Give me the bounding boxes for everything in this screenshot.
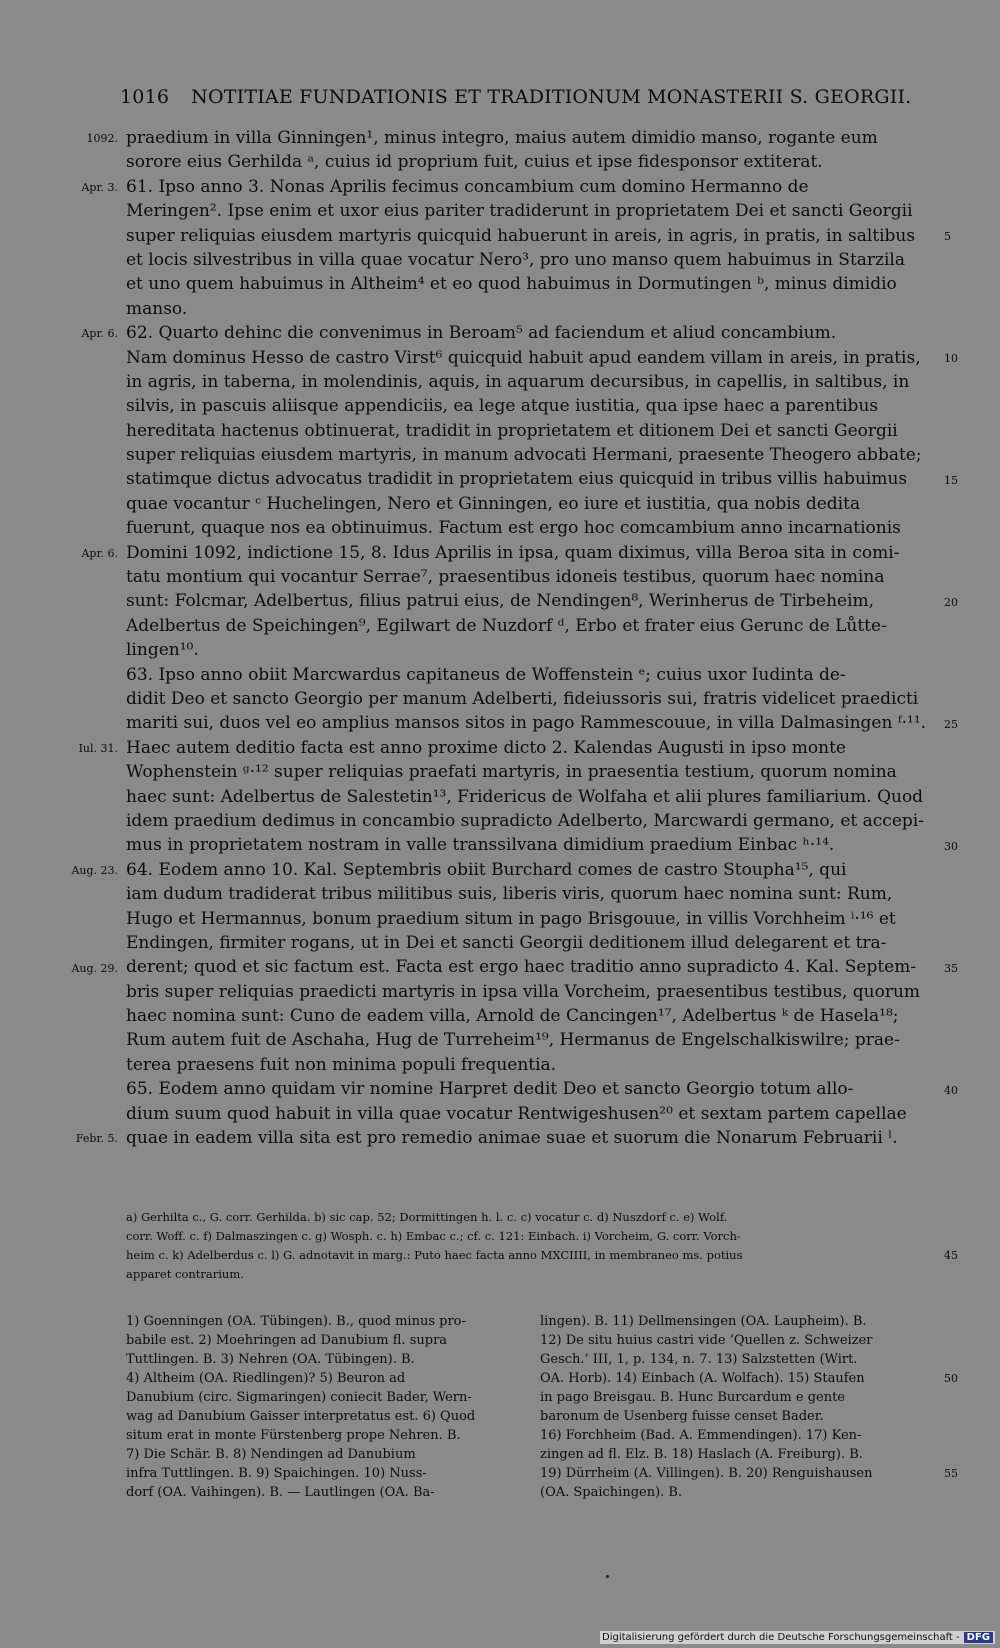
text-line: idem praedium dedimus in concambio supradicto Adelberto, Marcwardi germano, et accepi- — [126, 810, 924, 831]
text-line: haec nomina sunt: Cuno de eadem villa, Arnold de Cancingen¹⁷, Adelbertus ᵏ de Hasela¹⁸; — [126, 1006, 899, 1027]
header-title: NOTITIAE FUNDATIONIS ET TRADITIONUM MONASTERII S. GEORGII. — [191, 86, 912, 108]
text-line: Wophenstein ᵍ·¹² super reliquias praefati martyris, in praesentia testium, quorum nomina — [126, 762, 897, 783]
footnote-line: babile est. 2) Moehringen ad Danubium fl. supra — [126, 1333, 448, 1348]
footnote-line: lingen). B. 11) Dellmensingen (OA. Laupheim). B. — [540, 1314, 867, 1329]
text-line: 62. Quarto dehinc die convenimus in Beroam⁵ ad faciendum et aliud concambium. — [126, 323, 837, 344]
text-line: Haec autem deditio facta est anno proxime dicto 2. Kalendas Augusti in ipso monte — [126, 737, 846, 758]
text-line: statimque dictus advocatus tradidit in proprietatem eius quicquid in tribus villis habuimus — [126, 469, 908, 490]
digitization-credit — [600, 1631, 995, 1644]
text-line: Hugo et Hermannus, bonum praedium situm in pago Brisgouue, in villis Vorchheim ⁱ·¹⁶ et — [126, 908, 896, 929]
date-marginal: Aug. 29. — [71, 961, 118, 975]
text-line: mariti sui, duos vel eo amplius mansos sitos in pago Rammescouue, in villa Dalmasingen ᶠ·¹¹. — [126, 713, 927, 734]
date-marginal: Aug. 23. — [71, 864, 118, 877]
text-line: haec sunt: Adelbertus de Salestetin¹³, Fridericus de Wolfaha et alii plures familiarium. Quod — [126, 786, 924, 807]
footnote-line: OA. Horb). 14) Einbach (A. Wolfach). 15) Staufen — [540, 1371, 865, 1386]
apparatus-line: heim c. k) Adelberdus c. l) G. adnotavit in marg.: Puto haec facta anno MXCIIII, in membraneo ms. potius — [126, 1248, 743, 1262]
footnote-line: situm erat in monte Fürstenberg prope Nehren. B. — [126, 1428, 461, 1443]
footnote-line: 1) Goenningen (OA. Tübingen). B., quod minus pro- — [126, 1314, 466, 1329]
credit-text: Digitalisierung gefördert durch die Deutsche Forschungsgemeinschaft - — [602, 1632, 960, 1643]
footnote-line: Gesch.’ III, 1, p. 134, n. 7. 13) Salzstetten (Wirt. — [540, 1352, 858, 1367]
dfg-logo: DFG — [964, 1632, 993, 1643]
footnote-line: infra Tuttlingen. B. 9) Spaichingen. 10) Nuss- — [126, 1466, 427, 1481]
footnote-line: Tuttlingen. B. 3) Nehren (OA. Tübingen). B. — [126, 1352, 415, 1367]
text-line: Rum autem fuit de Aschaha, Hug de Turreheim¹⁹, Hermanus de Engelschalkiswilre; prae- — [126, 1030, 900, 1051]
footnote-line: baronum de Usenberg fuisse censet Bader. — [540, 1409, 824, 1424]
text-line: quae vocantur ᶜ Huchelingen, Nero et Ginningen, eo iure et iustitia, qua nobis dedita — [126, 493, 861, 514]
page-mark — [606, 1575, 609, 1578]
footnote-line: 16) Forchheim (Bad. A. Emmendingen). 17) Ken- — [540, 1428, 862, 1443]
text-line: praedium in villa Ginningen¹, minus integro, maius autem dimidio manso, rogante eum — [126, 128, 878, 148]
text-line: super reliquias eiusdem martyris quicquid habuerunt in areis, in agris, in pratis, in saltibus — [126, 225, 916, 246]
text-line: silvis, in pascuis aliisque appendiciis, ea lege atque iustitia, qua ipse haec a parentibus — [126, 396, 879, 417]
text-line: manso. — [126, 298, 188, 319]
date-marginal: 1092. — [86, 132, 118, 145]
text-line: 63. Ipso anno obiit Marcwardus capitaneus de Woffenstein ᵉ; cuius uxor Iudinta de- — [126, 664, 846, 685]
text-line: terea praesens fuit non minima populi frequentia. — [126, 1054, 557, 1075]
date-marginal: Apr. 3. — [81, 180, 118, 194]
line-number: 30 — [944, 839, 958, 853]
line-number: 55 — [944, 1467, 958, 1480]
text-line: derent; quod et sic factum est. Facta est ergo haec traditio anno supradicto 4. Kal. Septem- — [126, 957, 917, 978]
apparatus-line: a) Gerhilta c., G. corr. Gerhilda. b) sic cap. 52; Dormittingen h. l. c. c) vocatur c. d) Nuszdorf c. e) Wolf. — [126, 1210, 728, 1224]
text-line: Adelbertus de Speichingen⁹, Egilwart de Nuzdorf ᵈ, Erbo et frater eius Gerunc de Lůtte- — [126, 615, 887, 636]
apparatus-line: corr. Woff. c. f) Dalmaszingen c. g) Wosph. c. h) Embac c.; cf. c. 121: Einbach. i) Vorcheim, G. corr. Vorch- — [126, 1229, 741, 1243]
text-line: bris super reliquias praedicti martyris in ipsa villa Vorcheim, praesentibus testibus, quorum — [126, 981, 921, 1002]
line-number: 25 — [944, 717, 958, 731]
text-line: 65. Eodem anno quidam vir nomine Harpret dedit Deo et sancto Georgio totum allo- — [126, 1079, 854, 1100]
line-number: 15 — [944, 473, 958, 487]
line-number: 40 — [944, 1083, 958, 1097]
line-number: 10 — [944, 351, 958, 365]
date-marginal: Apr. 6. — [81, 546, 118, 560]
footnote-line: Danubium (circ. Sigmaringen) coniecit Bader, Wern- — [126, 1390, 472, 1405]
footnotes-right-column — [540, 1312, 940, 1502]
text-line: in agris, in taberna, in molendinis, aquis, in aquarum decursibus, in capellis, in saltibus, in — [126, 371, 910, 392]
footnote-line: 4) Altheim (OA. Riedlingen)? 5) Beuron ad — [126, 1371, 406, 1386]
text-line: fuerunt, quaque nos ea obtinuimus. Factum est ergo hoc comcambium anno incarnationis — [126, 518, 901, 539]
text-line: sorore eius Gerhilda ᵃ, cuius id proprium fuit, cuius et ipse fidesponsor extiterat. — [126, 152, 823, 173]
footnote-line: dorf (OA. Vaihingen). B. — Lautlingen (OA. Ba- — [126, 1485, 435, 1500]
date-marginal: Febr. 5. — [75, 1132, 118, 1146]
text-line: sunt: Folcmar, Adelbertus, filius patrui eius, de Nendingen⁸, Werinherus de Tirbeheim, — [126, 591, 875, 612]
line-number: 50 — [944, 1372, 958, 1385]
apparatus-line: apparet contrarium. — [126, 1267, 244, 1281]
page-number: 1016 — [120, 86, 170, 108]
text-line: tatu montium qui vocantur Serrae⁷, praesentibus idoneis testibus, quorum haec nomina — [126, 567, 885, 588]
text-line: quae in eadem villa sita est pro remedio animae suae et suorum die Nonarum Februarii ˡ. — [126, 1128, 898, 1149]
text-line: lingen¹⁰. — [126, 640, 199, 661]
text-line: dium suum quod habuit in villa quae vocatur Rentwigeshusen²⁰ et sextam partem capellae — [126, 1103, 907, 1124]
text-line: Domini 1092, indictione 15, 8. Idus Aprilis in ipsa, quam diximus, villa Beroa sita in comi- — [126, 542, 900, 563]
main-text — [126, 126, 938, 1150]
date-marginal: Iul. 31. — [78, 742, 118, 755]
text-line: Nam dominus Hesso de castro Virst⁶ quicquid habuit apud eandem villam in areis, in pratis, — [126, 347, 921, 368]
footnote-line: 19) Dürrheim (A. Villingen). B. 20) Renguishausen — [540, 1466, 873, 1481]
text-line: didit Deo et sancto Georgio per manum Adelberti, fideiussoris sui, fratris videlicet praedicti — [126, 688, 919, 709]
text-line: 61. Ipso anno 3. Nonas Aprilis fecimus concambium cum domino Hermanno de — [126, 176, 809, 197]
running-header — [120, 86, 940, 108]
line-number: 20 — [944, 595, 958, 609]
text-line: iam dudum tradiderat tribus militibus suis, liberis viris, quorum haec nomina sunt: Rum, — [126, 884, 893, 905]
critical-apparatus — [126, 1208, 938, 1284]
footnotes-left-column — [126, 1312, 526, 1502]
text-line: 64. Eodem anno 10. Kal. Septembris obiit Burchard comes de castro Stoupha¹⁵, qui — [126, 859, 847, 880]
text-line: Endingen, firmiter rogans, ut in Dei et sancti Georgii deditionem illud delegarent et tra- — [126, 932, 887, 953]
footnote-line: zingen ad fl. Elz. B. 18) Haslach (A. Freiburg). B. — [540, 1447, 863, 1462]
footnote-line: wag ad Danubium Gaisser interpretatus est. 6) Quod — [126, 1409, 476, 1424]
line-number: 45 — [944, 1249, 958, 1262]
text-line: Meringen². Ipse enim et uxor eius pariter tradiderunt in proprietatem Dei et sancti Georgii — [126, 201, 913, 222]
date-marginal: Apr. 6. — [81, 327, 118, 341]
text-line: hereditata hactenus obtinuerat, tradidit in proprietatem et ditionem Dei et sancti Georgii — [126, 420, 898, 441]
text-line: super reliquias eiusdem martyris, in manum advocati Hermani, praesente Theogero abbate; — [126, 445, 922, 466]
text-line: mus in proprietatem nostram in valle transsilvana dimidium praedium Einbac ʰ·¹⁴. — [126, 835, 835, 856]
footnote-line: 12) De situ huius castri vide ‘Quellen z. Schweizer — [540, 1333, 873, 1348]
footnote-line: in pago Breisgau. B. Hunc Burcardum e gente — [540, 1390, 845, 1405]
footnote-line: (OA. Spaichingen). B. — [540, 1485, 683, 1500]
text-line: et locis silvestribus in villa quae vocatur Nero³, pro uno manso quem habuimus in Starzila — [126, 249, 906, 270]
text-line: et uno quem habuimus in Altheim⁴ et eo quod habuimus in Dormutingen ᵇ, minus dimidio — [126, 274, 897, 295]
line-number: 35 — [944, 961, 958, 975]
line-number: 5 — [944, 229, 951, 243]
footnote-line: 7) Die Schär. B. 8) Nendingen ad Danubium — [126, 1447, 416, 1462]
